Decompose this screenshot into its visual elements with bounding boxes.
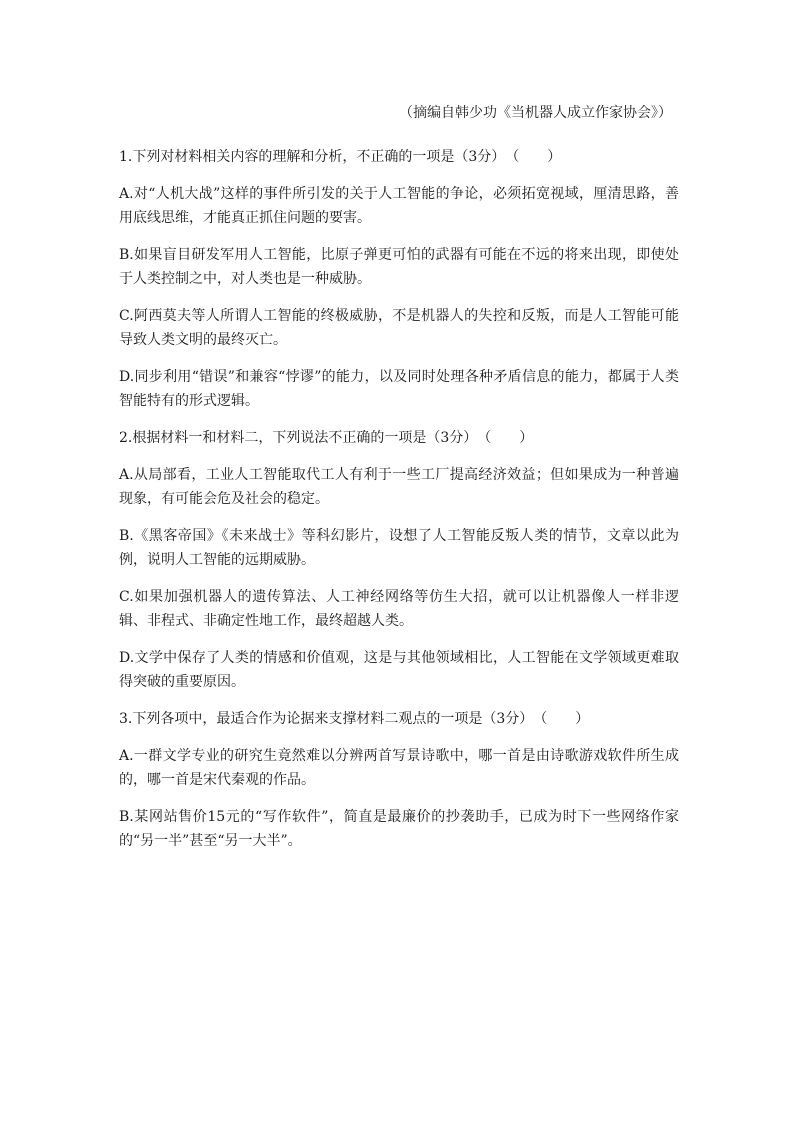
questions-section <box>119 145 679 866</box>
question-2-option-b: B.《黑客帝国》《未来战士》等科幻影片，设想了人工智能反叛人类的情节，文章以此为例，说明人工智能的远期威胁。 <box>119 528 679 568</box>
question-1-stem: 1.下列对材料相关内容的理解和分析，不正确的一项是（3分） （ ） <box>119 149 562 165</box>
question-1-option-b: B.如果盲目研发军用人工智能，比原子弹更可怕的武器有可能在不远的将来出现，即使处于人类控制之中，对人类也是一种威胁。 <box>119 247 679 287</box>
question-1-option-d: D.同步利用“错误”和兼容“悖谬”的能力，以及同时处理各种矛盾信息的能力，都属于人类智能特有的形式逻辑。 <box>119 369 679 409</box>
question-1-option-a: A.对“人机大战”这样的事件所引发的关于人工智能的争论，必须拓宽视域，厘清思路，善用底线思维，才能真正抓住问题的要害。 <box>119 186 679 226</box>
question-2-stem: 2.根据材料一和材料二，下列说法不正确的一项是（3分） （ ） <box>119 430 534 446</box>
source-attribution: （摘编自韩少功《当机器人成立作家协会》） <box>399 105 672 121</box>
question-2-option-c: C.如果加强机器人的遗传算法、人工神经网络等仿生大招，就可以让机器像人一样非逻辑、非程式、非确定性地工作，最终超越人类。 <box>119 589 679 629</box>
question-2-option-a: A.从局部看，工业人工智能取代工人有利于一些工厂提高经济效益；但如果成为一种普遍现象，有可能会危及社会的稳定。 <box>119 467 679 507</box>
question-3-option-a: A.一群文学专业的研究生竟然难以分辨两首写景诗歌中，哪一首是由诗歌游戏软件所生成的，哪一首是宋代秦观的作品。 <box>119 748 679 788</box>
question-3-stem: 3.下列各项中，最适合作为论据来支撑材料二观点的一项是（3分） （ ） <box>119 711 590 727</box>
question-1-option-c: C.阿西莫夫等人所谓人工智能的终极威胁，不是机器人的失控和反叛，而是人工智能可能导致人类文明的最终灭亡。 <box>119 308 679 348</box>
question-3-option-b: B.某网站售价15元的“写作软件”，简直是最廉价的抄袭助手，已成为时下一些网络作家的“另一半”甚至“另一大半”。 <box>119 809 679 849</box>
question-2-option-d: D.文学中保存了人类的情感和价值观，这是与其他领域相比，人工智能在文学领域更难取得突破的重要原因。 <box>119 650 679 690</box>
